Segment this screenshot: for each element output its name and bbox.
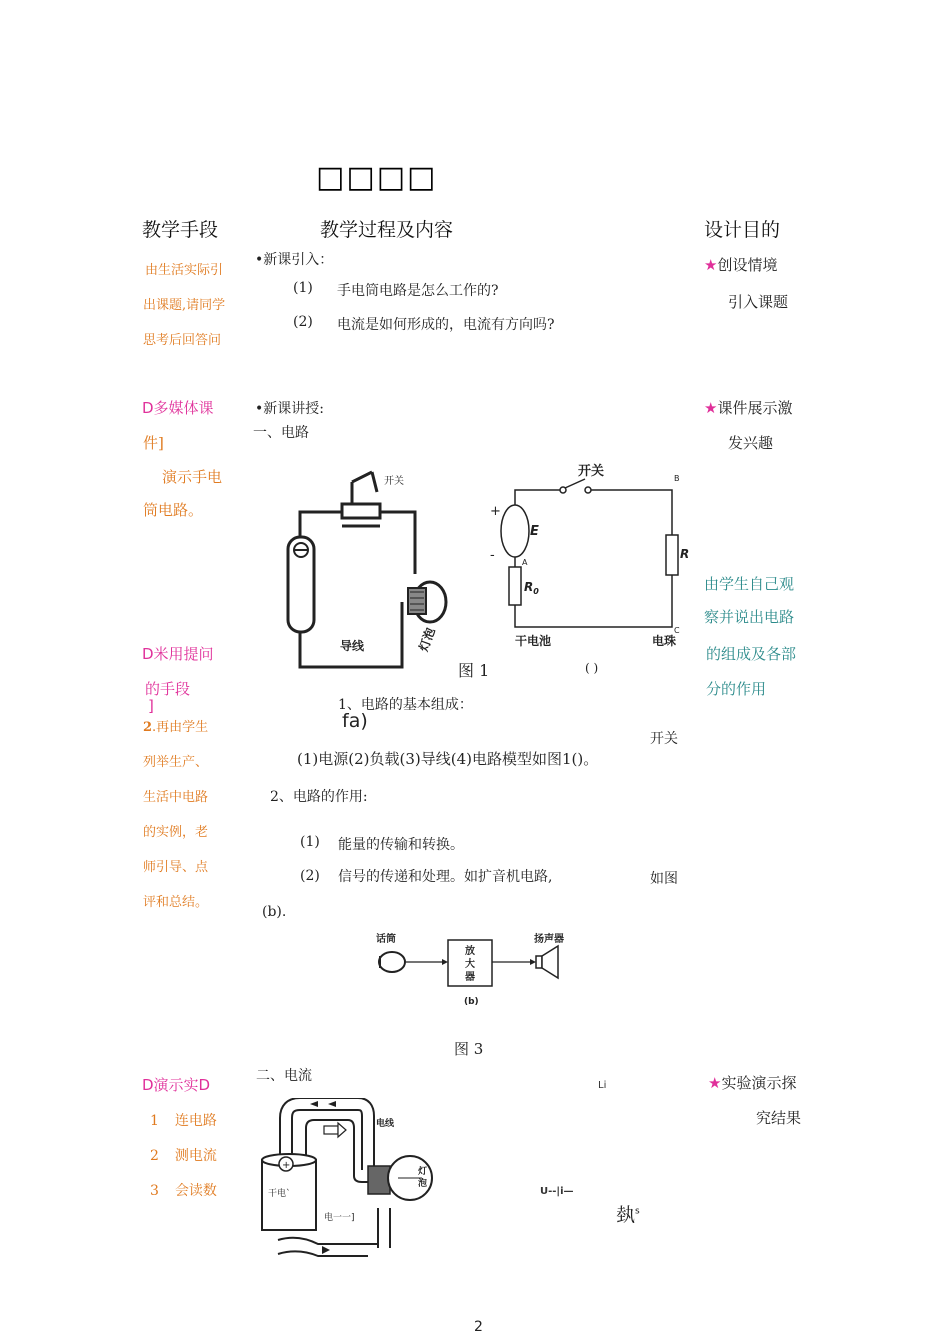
lamp-shape [408, 582, 446, 622]
node-a-label: A [522, 558, 528, 567]
left-text-line: 列举生产、 [143, 755, 209, 770]
left-text-line: 演示手电 [162, 468, 223, 486]
left-step-number: 1 [150, 1113, 159, 1129]
section-heading: 二、电流 [256, 1068, 312, 1084]
circuit-function-heading: 2、电路的作用: [270, 789, 368, 805]
amplifier-diagram [372, 930, 592, 1010]
left-text-line: 思考后回答问 [143, 333, 222, 348]
left-step-label: 测电流 [174, 1148, 217, 1164]
battery-label: 干电池 [515, 634, 552, 648]
left-multimedia-label: D多媒体课 [142, 399, 214, 417]
figure-b-label: (b) [464, 997, 479, 1007]
node-c-label: C [674, 626, 680, 635]
star-icon: ★ [704, 256, 718, 274]
stray-text [616, 1200, 640, 1227]
left-text-line: 评和总结。 [143, 895, 209, 910]
left-step-label: 会读数 [174, 1183, 217, 1199]
bulb-label: 电珠 [652, 634, 677, 648]
star-icon: ★ [708, 1074, 722, 1092]
source-symbol [501, 505, 529, 557]
switch-label: 开关 [578, 464, 605, 479]
microphone-symbol [379, 952, 405, 972]
purpose-text: 由学生自己观 [704, 575, 795, 593]
page-title: □□□□ [316, 160, 438, 195]
function-number: (1) [300, 834, 320, 850]
figure-3-caption: 图 3 [454, 1040, 484, 1058]
components-list: (1)电源(2)负载(3)导线(4)电路模型如图1()。 [297, 750, 599, 768]
resistor-r0-label: $R_0$ [524, 580, 539, 596]
current-flow-figure [258, 1098, 463, 1258]
circuit-wire [515, 490, 560, 505]
left-text-line: 生活中电路 [143, 790, 209, 805]
function-number: (2) [300, 868, 320, 884]
amplifier-label: 大 [465, 959, 475, 970]
purpose-item [708, 1072, 796, 1093]
left-step-number: 2 [150, 1148, 159, 1164]
left-experiment-label: D演示实D [142, 1076, 211, 1094]
source-label: E [530, 524, 539, 539]
purpose-text: 察并说出电路 [704, 608, 795, 626]
left-step-number: 3 [150, 1183, 159, 1199]
left-step [150, 1180, 217, 1200]
resistor-r0-subscript: 0 [533, 587, 539, 596]
minus-sign: - [490, 548, 495, 563]
wire-label: 导线 [340, 639, 365, 653]
amplifier-label: 器 [465, 972, 475, 983]
purpose-text: 实验演示探 [721, 1074, 797, 1092]
svg-text:+: + [282, 1160, 291, 1171]
current-arrow [324, 1126, 338, 1134]
battery-label: 干电` [268, 1189, 291, 1199]
left-step-label: 连电路 [174, 1113, 217, 1129]
question-text: 手电筒电路是怎么工作的? [337, 283, 499, 299]
intro-heading: •新课引入： [255, 252, 334, 268]
switch-base [342, 504, 380, 518]
plus-sign: + [490, 504, 501, 519]
question-text: 电流是如何形成的，电流有方向吗? [337, 317, 555, 333]
section-heading: 一、电路 [253, 425, 309, 441]
left-text-line: 出课题,请同学 [143, 298, 226, 313]
figure-b-ref: (b). [262, 904, 287, 920]
switch-word: 开关 [650, 731, 678, 747]
switch-blade [565, 479, 585, 488]
stray-glyph: 埶 [616, 1204, 636, 1226]
left-step-text: .再由学生 [152, 720, 209, 735]
switch-lever [352, 472, 372, 482]
left-question-label: D米用提问 [142, 645, 214, 663]
figure-1-caption: 图 1 [458, 661, 490, 680]
purpose-text: 的组成及各部 [706, 645, 797, 663]
resistor-r-label: R [680, 547, 690, 561]
left-step [150, 1110, 217, 1130]
amplifier-label: 放 [465, 946, 475, 957]
column-header-means: 教学手段 [142, 219, 219, 241]
flashlight-circuit-figure [280, 462, 470, 672]
purpose-item [704, 254, 777, 275]
fa-mark: fa) [342, 710, 368, 732]
star-icon: ★ [704, 399, 718, 417]
left-text-line [143, 716, 208, 735]
left-step [150, 1145, 217, 1165]
lamp-label: 灯 [418, 1167, 428, 1177]
basic-composition-heading: 1、电路的基本组成： [338, 697, 473, 713]
function-text: 信号的传递和处理。如扩音机电路, [338, 869, 553, 885]
circuit-wire [375, 512, 415, 574]
switch-label: 开关 [384, 476, 404, 487]
resistor-r0 [509, 567, 521, 605]
current-label: 电一一] [324, 1213, 355, 1223]
speaker-symbol [536, 956, 542, 968]
purpose-text: 创设情境 [717, 256, 778, 274]
speaker-label: 扬声器 [534, 934, 564, 945]
left-text-line: 师引导、点 [143, 860, 209, 875]
schematic-circuit-figure [480, 455, 690, 655]
purpose-text: 究结果 [756, 1109, 802, 1127]
stray-text: U--|i— [540, 1186, 574, 1197]
node-b-label: B [674, 474, 680, 483]
wire-label: 电线 [376, 1119, 395, 1129]
left-step-number: 2 [143, 720, 153, 735]
purpose-text: 引入课题 [728, 293, 789, 311]
function-text: 能量的传输和转换。 [338, 837, 464, 853]
figure-ref-text: 如图 [650, 871, 678, 887]
circuit-wire [515, 575, 672, 627]
page-number: 2 [474, 1319, 483, 1335]
question-number: (2) [293, 314, 313, 330]
left-text-line: 件] [143, 434, 164, 452]
figure-1-paren: ( ) [585, 661, 599, 675]
left-text-line: 筒电路。 [143, 501, 204, 519]
stray-superscript: s [635, 1206, 640, 1217]
switch-contact [585, 487, 591, 493]
left-text-line: 的手段 [145, 680, 191, 698]
left-text-line: 由生活实际引 [145, 263, 224, 278]
lamp-label: 泡 [418, 1179, 428, 1189]
stray-text: Li [598, 1080, 607, 1091]
circuit-wire [590, 490, 672, 535]
lamp-base [368, 1166, 390, 1194]
question-number: (1) [293, 280, 313, 296]
column-header-process: 教学过程及内容 [320, 219, 454, 241]
resistor-r [666, 535, 678, 575]
left-text-line: ] [148, 697, 154, 715]
lecture-heading: •新课讲授: [255, 401, 324, 417]
purpose-text: 课件展示激 [717, 399, 793, 417]
switch-lever [372, 472, 377, 492]
purpose-text: 发兴趣 [728, 434, 774, 452]
purpose-text: 分的作用 [706, 680, 767, 698]
purpose-item [704, 397, 792, 418]
microphone-label: 话筒 [376, 934, 396, 945]
left-text-line: 的实例，老 [143, 825, 209, 840]
column-header-purpose: 设计目的 [704, 219, 781, 241]
lamp-label: 灯泡 [416, 625, 438, 654]
